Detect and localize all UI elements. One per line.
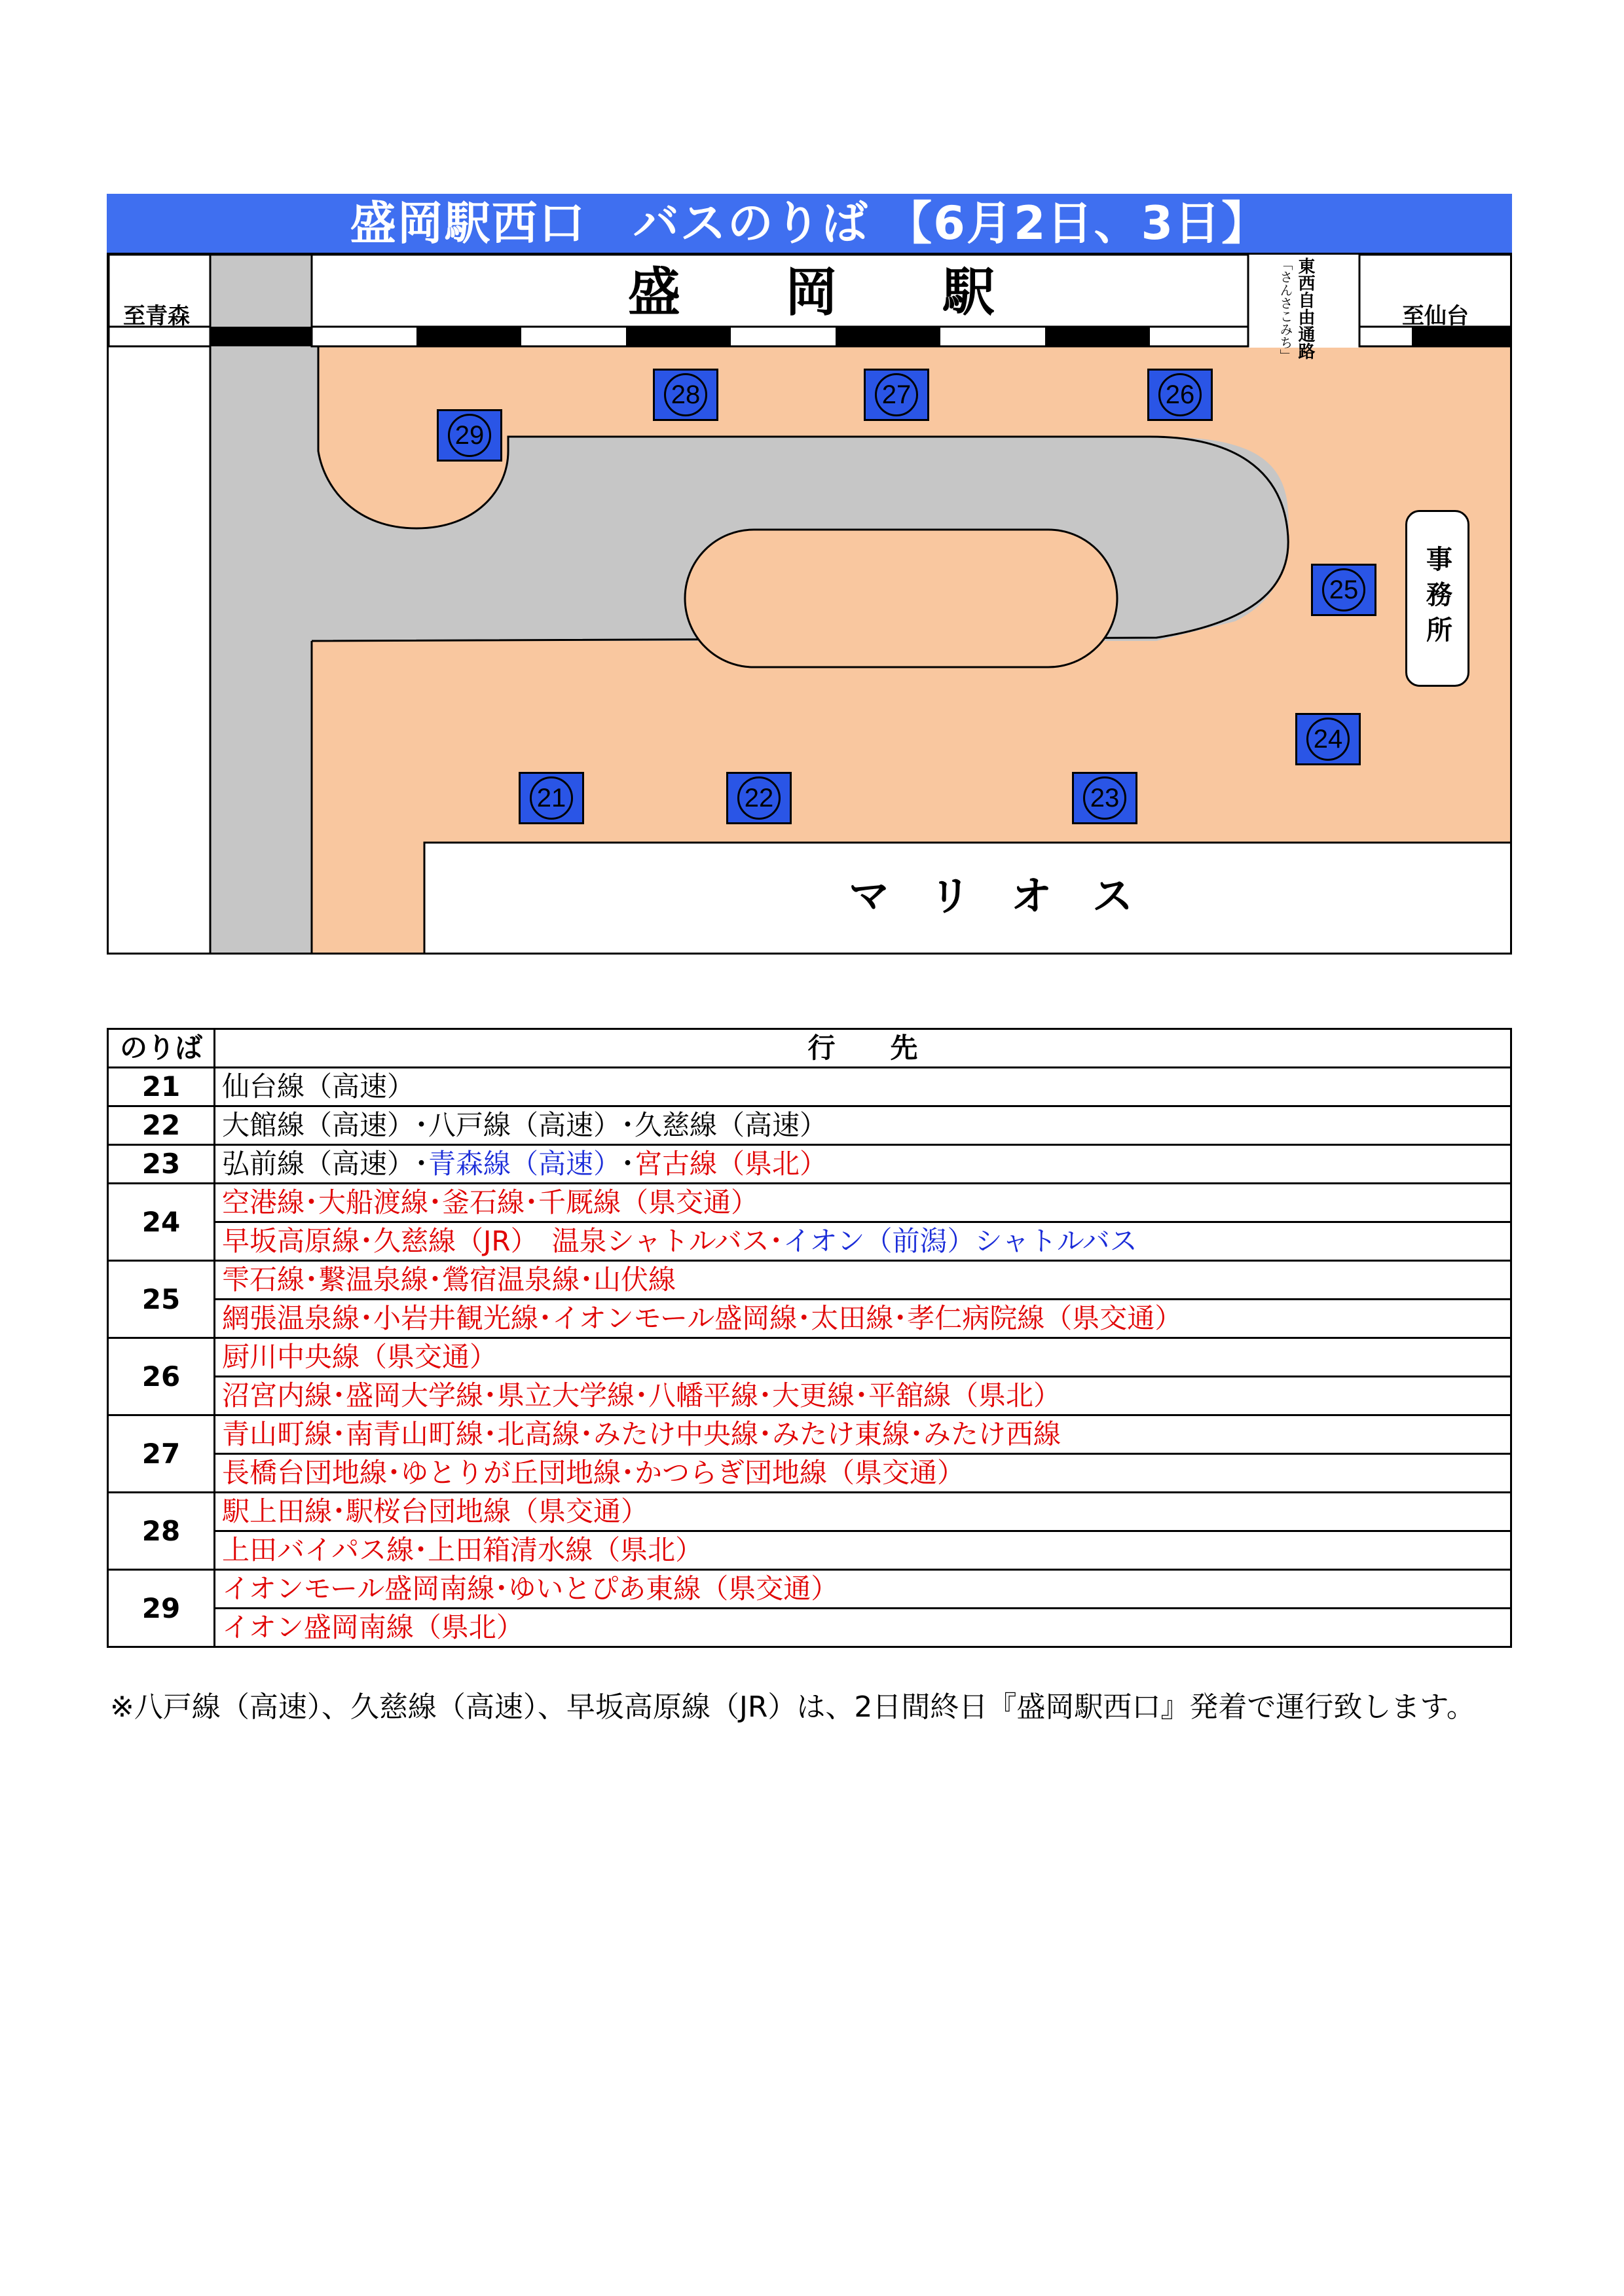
destination-cell (215, 1415, 1511, 1454)
bus-stop-23[interactable] (1072, 772, 1137, 824)
destination-cell (215, 1300, 1511, 1338)
bus-stop-24[interactable] (1295, 713, 1361, 765)
bus-stop-22[interactable] (726, 772, 792, 824)
route-text: 厨川中央線（県交通） (222, 1341, 498, 1373)
bus-stop-28[interactable] (653, 369, 718, 421)
station-name: 盛 岡 駅 (628, 262, 995, 323)
to-sendai-label: 至仙台 (1402, 303, 1469, 329)
passage-label: 東西自由通路 (1295, 257, 1315, 359)
route-text: 仙台線（高速） (222, 1070, 415, 1102)
destination-table (107, 1028, 1512, 1648)
table-body (108, 1068, 1511, 1647)
route-text: 青森線（高速） (428, 1148, 621, 1180)
office-label: 事務所 (1405, 510, 1469, 687)
route-text: 早坂高原線･久慈線（JR） 温泉シャトルバス･ (222, 1225, 783, 1257)
stop-number-21: 21 (530, 776, 573, 820)
platform-number: 23 (108, 1145, 215, 1184)
route-text: ･ (621, 1148, 635, 1180)
destination-cell (215, 1493, 1511, 1531)
bus-stop-21[interactable] (519, 772, 584, 824)
page-title: 盛岡駅西口 バスのりば 【6月2日、3日】 (107, 194, 1512, 253)
bus-stop-27[interactable] (864, 369, 929, 421)
table-row (108, 1300, 1511, 1338)
table-row (108, 1531, 1511, 1570)
platform-number: 21 (108, 1068, 215, 1106)
route-text: 大館線（高速）･八戸線（高速）･久慈線（高速） (222, 1109, 828, 1141)
table-row (108, 1222, 1511, 1261)
destination-cell (215, 1222, 1511, 1261)
table-row (108, 1415, 1511, 1454)
platform-number: 25 (108, 1261, 215, 1338)
destination-cell (215, 1184, 1511, 1222)
bus-terminal-map (107, 253, 1512, 955)
destination-cell (215, 1377, 1511, 1415)
table-row (108, 1184, 1511, 1222)
route-text: イオン（前潟）シャトルバス (783, 1225, 1137, 1257)
destination-cell (215, 1570, 1511, 1609)
destination-cell (215, 1261, 1511, 1300)
stop-number-23: 23 (1083, 776, 1126, 820)
platform-number: 29 (108, 1570, 215, 1647)
table-row (108, 1454, 1511, 1493)
stop-number-22: 22 (737, 776, 781, 820)
traffic-island (685, 530, 1117, 667)
platform-number: 26 (108, 1338, 215, 1415)
destination-cell (215, 1145, 1511, 1184)
route-text: 網張温泉線･小岩井観光線･イオンモール盛岡線･太田線･孝仁病院線（県交通） (222, 1302, 1183, 1334)
stop-number-26: 26 (1158, 373, 1202, 416)
table-row (108, 1493, 1511, 1531)
marios-label: マ リ オ ス (849, 872, 1134, 920)
table-row (108, 1570, 1511, 1609)
route-text: 沼宮内線･盛岡大学線･県立大学線･八幡平線･大更線･平舘線（県北） (222, 1379, 1061, 1412)
table-row (108, 1609, 1511, 1647)
route-text: 青山町線･南青山町線･北高線･みたけ中央線･みたけ東線･みたけ西線 (222, 1418, 1061, 1450)
destination-cell (215, 1454, 1511, 1493)
table-row (108, 1068, 1511, 1106)
stop-number-29: 29 (448, 414, 491, 457)
stop-number-24: 24 (1306, 718, 1350, 761)
table-header (108, 1029, 1511, 1068)
stop-number-25: 25 (1322, 568, 1365, 611)
destination-cell (215, 1068, 1511, 1106)
table-row (108, 1377, 1511, 1415)
route-text: 駅上田線･駅桜台団地線（県交通） (222, 1495, 649, 1527)
route-text: 雫石線･繋温泉線･鶯宿温泉線･山伏線 (222, 1264, 676, 1296)
to-aomori-label: 至青森 (123, 303, 190, 329)
table-row (108, 1145, 1511, 1184)
header-destination: 行 先 (215, 1029, 1511, 1068)
header-platform: のりば (108, 1029, 215, 1068)
bus-stop-26[interactable] (1147, 369, 1213, 421)
stop-number-27: 27 (875, 373, 918, 416)
destination-cell (215, 1609, 1511, 1647)
route-text: イオンモール盛岡南線･ゆいとぴあ東線（県交通） (222, 1573, 839, 1605)
route-text: 宮古線（県北） (635, 1148, 828, 1180)
route-text: イオン盛岡南線（県北） (222, 1611, 524, 1643)
destination-cell (215, 1531, 1511, 1570)
destination-cell (215, 1106, 1511, 1145)
footnote: ※八戸線（高速）、久慈線（高速）、早坂高原線（JR）は、2日間終日『盛岡駅西口』発着で運行致します。 (110, 1690, 1475, 1724)
bus-stop-29[interactable] (437, 409, 502, 462)
route-text: 上田バイパス線･上田箱清水線（県北） (222, 1534, 703, 1566)
route-text: 弘前線（高速）･ (222, 1148, 429, 1180)
route-text: 空港線･大船渡線･釜石線･千厩線（県交通） (222, 1186, 759, 1218)
left-building (109, 346, 210, 955)
bus-stop-25[interactable] (1311, 564, 1376, 616)
platform-number: 22 (108, 1106, 215, 1145)
table-row (108, 1261, 1511, 1300)
platform-number: 24 (108, 1184, 215, 1261)
map-drawing (109, 255, 1512, 955)
route-text: 長橋台団地線･ゆとりが丘団地線･かつらぎ団地線（県交通） (222, 1457, 965, 1489)
table-row (108, 1106, 1511, 1145)
passage-nickname: 「さんさこみち」 (1278, 257, 1293, 362)
platform-number: 27 (108, 1415, 215, 1493)
table-row (108, 1338, 1511, 1377)
destination-cell (215, 1338, 1511, 1377)
stop-number-28: 28 (664, 373, 707, 416)
platform-number: 28 (108, 1493, 215, 1570)
